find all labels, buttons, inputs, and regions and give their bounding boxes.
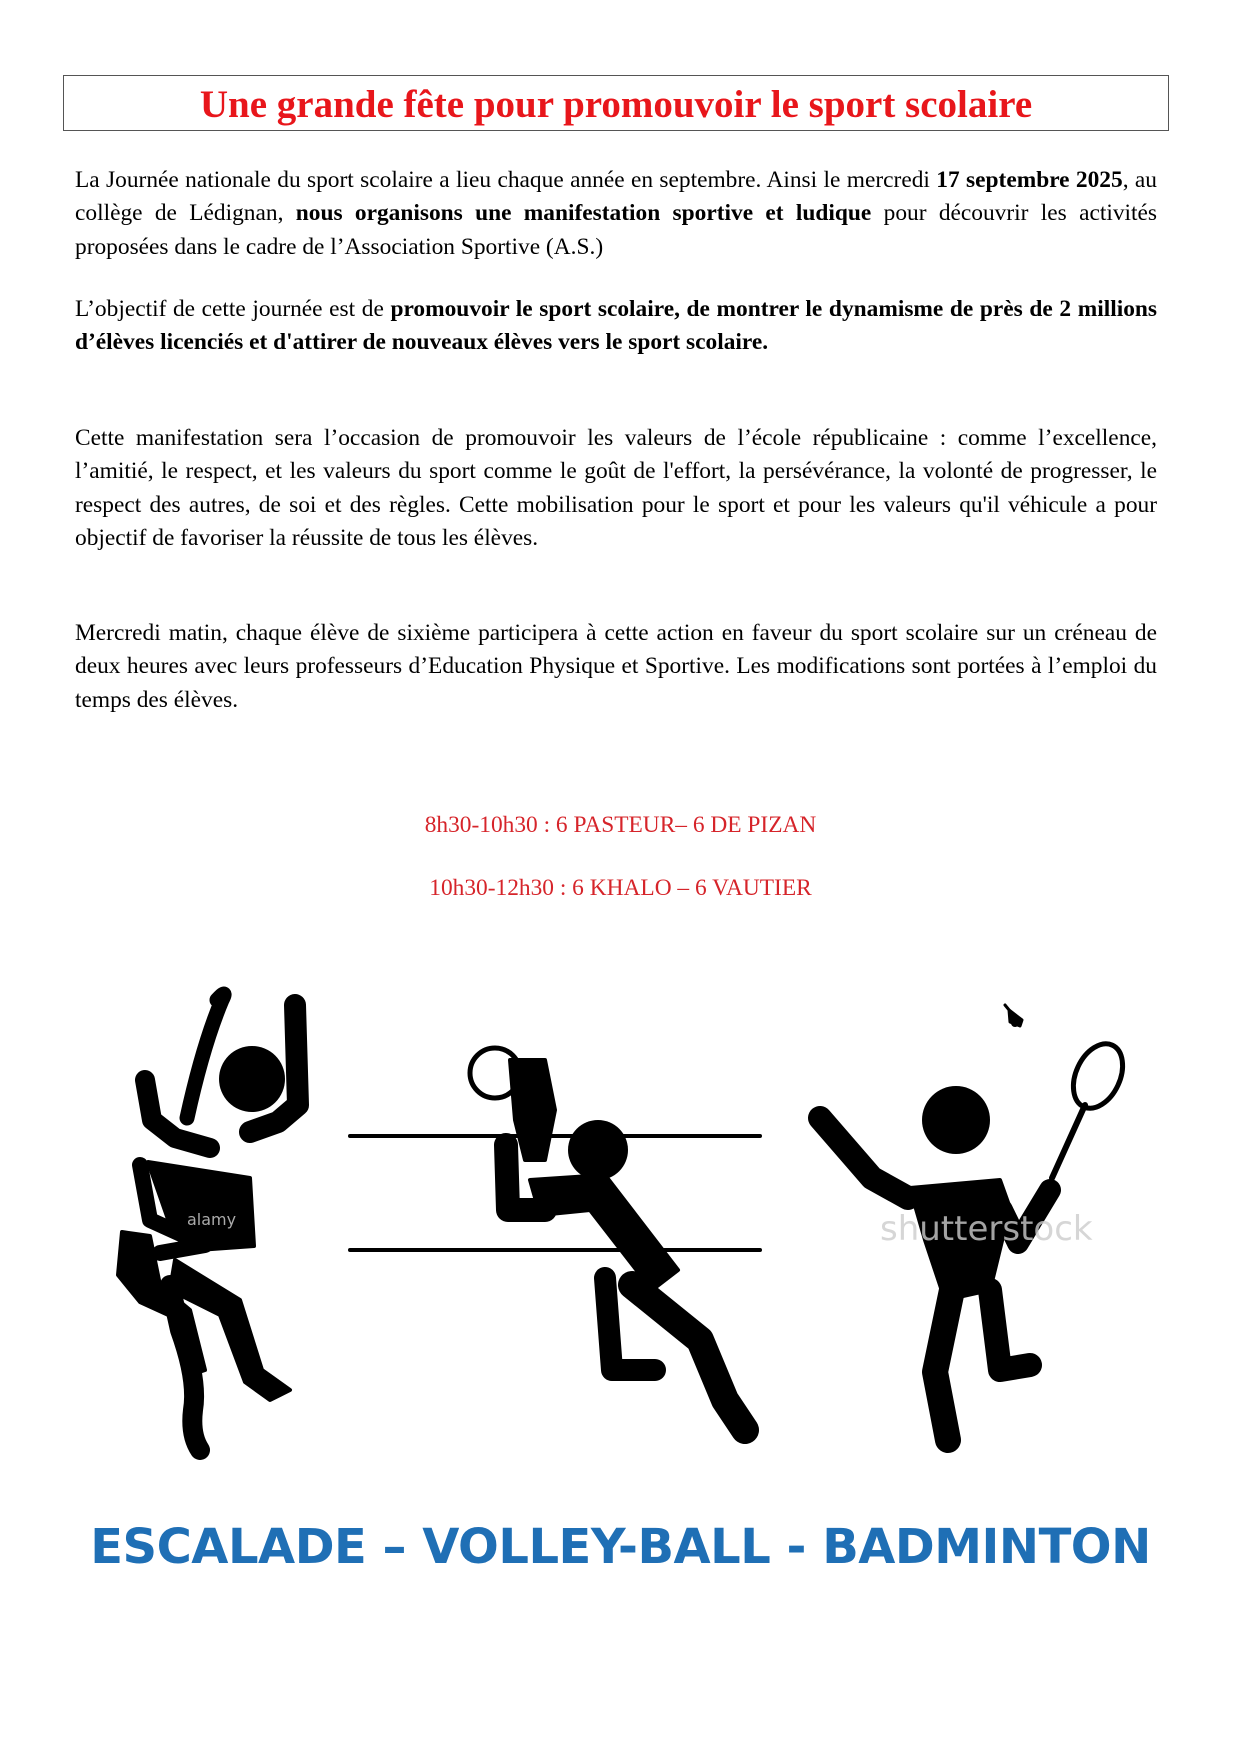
objective-highlight: promouvoir le sport scolaire, de montrer le dynamisme de près de 2 millions d’élèves licenciés et d'attirer de nouveaux élèves vers le sport scolaire. (75, 296, 1157, 356)
text-run: L’objectif de cette journée est de (75, 296, 391, 322)
event-highlight: nous organisons une manifestation sportive et ludique (295, 200, 872, 227)
paragraph-values: Cette manifestation sera l’occasion de promouvoir les valeurs de l’école républicaine : comme l’excellence, l’amitié, le respect, et les valeurs du sport comme le goût de l'effort, la persévérance, la volonté de progresser, le respect des autres, de soi et des règles. Cette mobilisation pour le sport et pour les valeurs qu'il véhicule a pour objectif de favoriser la réussite de tous les élèves. (75, 425, 1157, 551)
text-run: La Journée nationale du sport scolaire a lieu chaque année en septembre. Ainsi le mercredi (75, 167, 937, 193)
watermark-shutterstock: shutterstock (880, 1209, 1093, 1249)
volleyball-player-icon (350, 1048, 760, 1430)
schedule-slot-2: 10h30-12h30 : 6 KHALO – 6 VAUTIER (429, 875, 812, 901)
page-title: Une grande fête pour promouvoir le sport scolaire (199, 82, 1033, 126)
date-highlight: 17 septembre 2025 (936, 167, 1123, 193)
activities-banner: ESCALADE – VOLLEY-BALL - BADMINTON (90, 1519, 1151, 1575)
paragraph-wednesday: Mercredi matin, chaque élève de sixième participera à cette action en faveur du sport scolaire sur un créneau de deux heures avec leurs professeurs d’Education Physique et Sportive. Les modifications sont portées à l’emploi du temps des élèves. (75, 620, 1157, 713)
text-run: pour découvrir les activités proposées dans le cadre de l’Association Sportive (A.S.) (75, 200, 1158, 260)
text-run: , au collège de Lédignan, (75, 167, 1157, 227)
schedule-slot-1: 8h30-10h30 : 6 PASTEUR– 6 DE PIZAN (424, 812, 817, 838)
watermark-alamy: alamy (187, 1210, 237, 1229)
